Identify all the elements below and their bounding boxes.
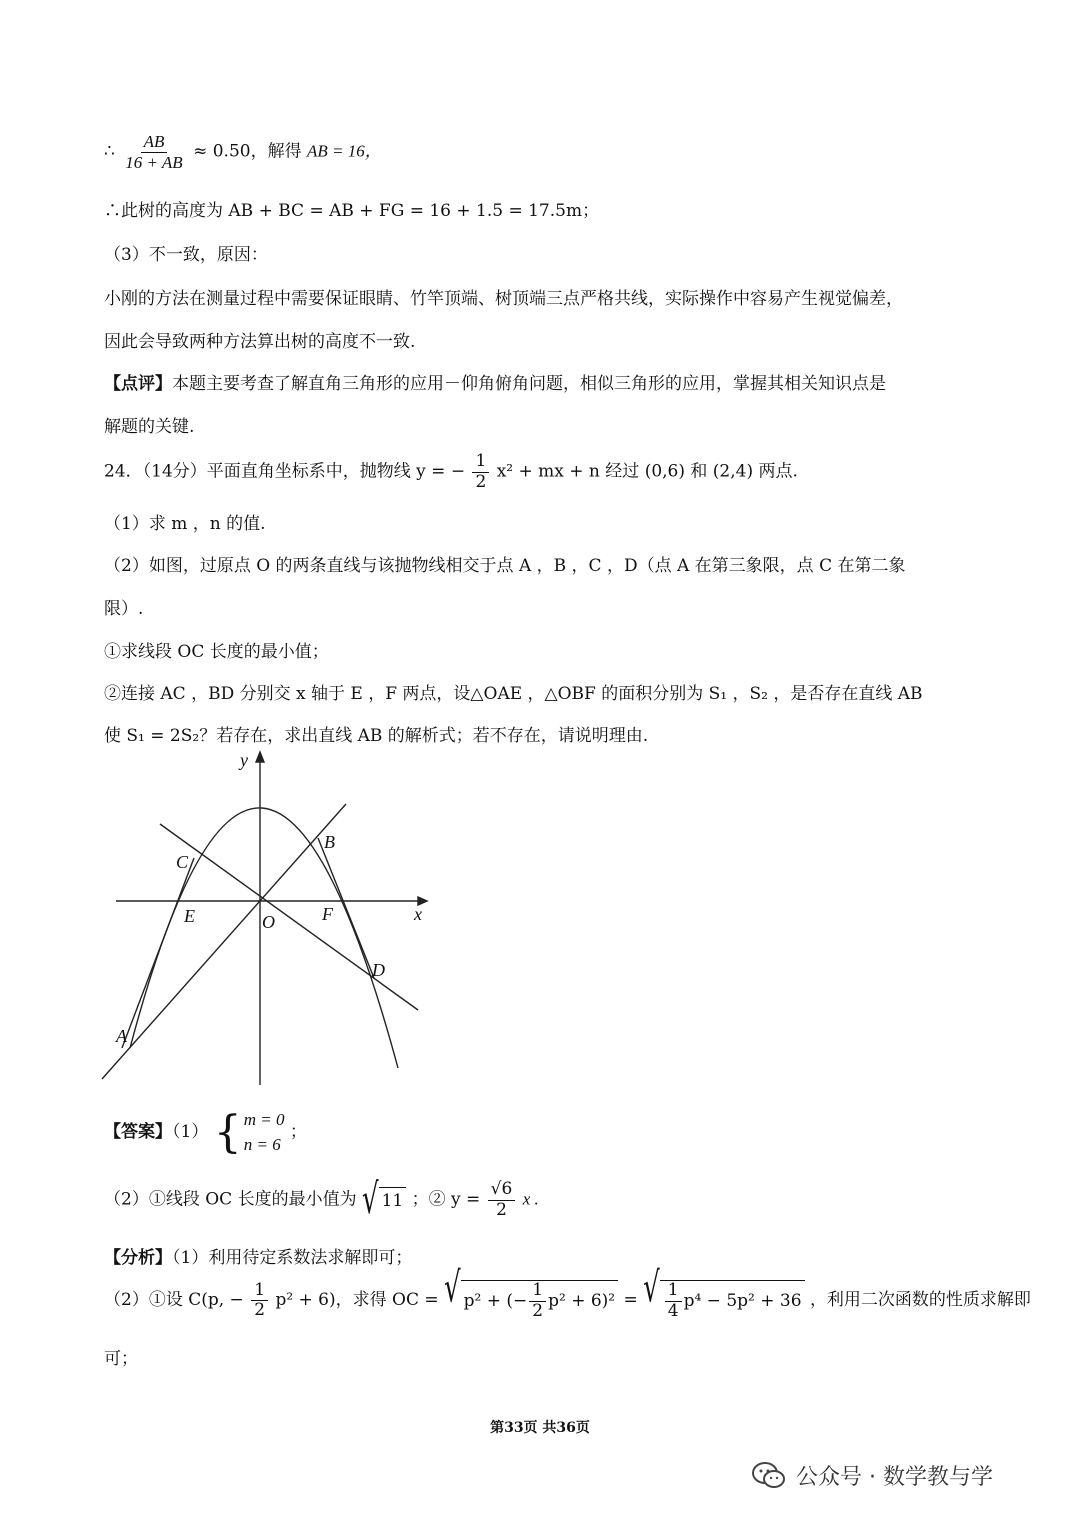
segment-ac bbox=[122, 858, 194, 1048]
label-a: A bbox=[116, 1026, 127, 1046]
label-y: y bbox=[240, 750, 248, 770]
answer-system: { m = 0 n = 6 bbox=[213, 1106, 285, 1158]
page-footer: 第33页 共36页 bbox=[490, 1420, 590, 1436]
sqrt-11: √ 11 bbox=[362, 1187, 406, 1213]
analysis-line-3: 可； bbox=[104, 1349, 138, 1369]
question-part-2d: ②连接 AC ，BD 分别交 x 轴于 E ，F 两点，设△OAE ，△OBF 的面积分别为 S₁ ，S₂ ，是否存在直线 AB bbox=[104, 684, 923, 704]
solution-line-2: ∴此树的高度为 AB + BC = AB + FG = 16 + 1.5 = 17.5m； bbox=[104, 201, 600, 221]
y-axis-arrow bbox=[256, 752, 264, 762]
label-b: B bbox=[324, 832, 335, 852]
parabola-figure bbox=[100, 748, 430, 1088]
label-x: x bbox=[414, 904, 422, 924]
solution-line-1: ∴ $\frac{AB}{16 + AB}$ ≈ 0.50，解得 AB = 16， bbox=[104, 132, 382, 172]
analysis-line-1: 【分析】（1）利用待定系数法求解即可； bbox=[104, 1248, 413, 1268]
answer-line-1: 【答案】（1） { m = 0 n = 6 ； bbox=[104, 1106, 307, 1158]
question-part-2c: ①求线段 OC 长度的最小值； bbox=[104, 642, 329, 662]
label-e: E bbox=[184, 906, 195, 926]
watermark: 公众号 · 数学教与学 bbox=[752, 1460, 993, 1491]
fraction-sqrt6: $\frac{√6}{2}$ bbox=[488, 1180, 516, 1220]
line-ab bbox=[102, 804, 346, 1079]
sqrt-expr-1: √ p² + (− $\frac{1}{2}$ p² + 6)² bbox=[444, 1280, 618, 1321]
solution-line-4: 小刚的方法在测量过程中需要保证眼睛、竹竿顶端、树顶端三点严格共线，实际操作中容易产生视觉偏差， bbox=[104, 289, 903, 309]
line-cd bbox=[160, 824, 418, 1010]
label-d: D bbox=[372, 960, 385, 980]
question-part-2b: 限）. bbox=[104, 599, 144, 619]
wechat-logo-icon bbox=[752, 1462, 786, 1490]
solution-line-3: （3）不一致，原因： bbox=[104, 245, 268, 265]
label-f: F bbox=[322, 904, 333, 924]
label-c: C bbox=[176, 852, 189, 872]
comment-line-1: 【点评】本题主要考查了解直角三角形的应用－仰角俯角问题，相似三角形的应用，掌握其相关知识点是 bbox=[104, 374, 886, 394]
label-o: O bbox=[262, 912, 275, 932]
fraction-ab: $\frac{AB}{16 + AB}$ bbox=[125, 132, 183, 172]
question-part-1: （1）求 m ，n 的值. bbox=[104, 514, 266, 534]
answer-line-2: （2）①线段 OC 长度的最小值为 √ 11 ；② y = $\frac{√6}{2}$ x . bbox=[104, 1176, 539, 1225]
question-part-2a: （2）如图，过原点 O 的两条直线与该抛物线相交于点 A ，B ，C ，D（点 A 在第三象限，点 C 在第二象 bbox=[104, 556, 906, 576]
solution-line-5: 因此会导致两种方法算出树的高度不一致. bbox=[104, 332, 416, 352]
fraction-half: $\frac{1}{2}$ bbox=[472, 452, 489, 492]
question-24: 24．（14分）平面直角坐标系中，抛物线 y = − $\frac{1}{2}$ x² + mx + n 经过 (0,6) 和 (2,4) 两点. bbox=[104, 451, 798, 492]
analysis-line-2: （2）①设 C(p, − $\frac{1}{2}$ p² + 6)，求得 OC = √ p² + (− $\frac{1}{2}$ p² + 6)² = √ $\frac{1}{4}$ p⁴ − 5p² + 36 ，利用二次函数的性质求解即 bbox=[104, 1264, 1031, 1321]
sqrt-expr-2: √ $\frac{1}{4}$ p⁴ − 5p² + 36 bbox=[643, 1280, 804, 1321]
comment-line-2: 解题的关键. bbox=[104, 417, 195, 437]
question-part-2e: 使 S₁ = 2S₂？若存在，求出直线 AB 的解析式；若不存在，请说明理由. bbox=[104, 726, 649, 746]
